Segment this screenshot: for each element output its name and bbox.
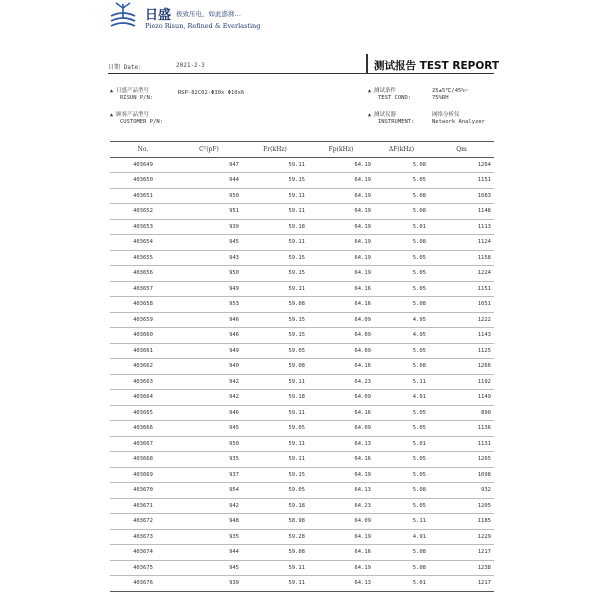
cell-no: 403674 <box>110 545 176 561</box>
cell-delta-f: 5.01 <box>374 436 429 452</box>
cell-qm: 1238 <box>429 560 494 576</box>
cell-qm: 1185 <box>429 514 494 530</box>
triangle-bullet-icon: ▲ <box>110 88 114 94</box>
cell-fr: 59.11 <box>242 436 308 452</box>
test-results-table <box>110 141 494 592</box>
col-header-fr: Fr(kHz) <box>242 142 308 158</box>
cell-fr: 59.05 <box>242 483 308 499</box>
cell-no: 403668 <box>110 452 176 468</box>
cell-fr: 59.28 <box>242 529 308 545</box>
cell-fr: 59.11 <box>242 281 308 297</box>
cell-qm: 1113 <box>429 219 494 235</box>
cell-qm: 932 <box>429 483 494 499</box>
test-cond-label-en: TEST COND: <box>378 95 412 101</box>
cell-capacitance: 945 <box>176 235 242 251</box>
cell-fr: 59.05 <box>242 343 308 359</box>
table-body <box>110 157 494 591</box>
cell-capacitance: 944 <box>176 545 242 561</box>
cell-fp: 64.13 <box>308 436 374 452</box>
cell-no: 403670 <box>110 483 176 499</box>
cell-capacitance: 935 <box>176 529 242 545</box>
cell-fp: 64.09 <box>308 421 374 437</box>
table-row <box>110 281 494 297</box>
col-header-delta-f: ΔF(kHz) <box>374 142 429 158</box>
cell-fp: 64.13 <box>308 576 374 592</box>
triangle-bullet-icon: ▲ <box>368 112 372 118</box>
cell-fr: 59.15 <box>242 328 308 344</box>
cell-qm: 1205 <box>429 498 494 514</box>
test-cond-value-1: 25±5℃/45%~ <box>432 88 468 94</box>
cell-no: 403652 <box>110 204 176 220</box>
cell-capacitance: 946 <box>176 312 242 328</box>
cell-fr: 59.15 <box>242 173 308 189</box>
instrument-label-en: INSTRUMENT: <box>378 119 415 125</box>
table-row <box>110 390 494 406</box>
cell-no: 403656 <box>110 266 176 282</box>
cell-qm: 1149 <box>429 390 494 406</box>
cell-fp: 64.19 <box>308 250 374 266</box>
cell-fp: 64.23 <box>308 498 374 514</box>
cell-delta-f: 5.05 <box>374 421 429 437</box>
cell-fp: 64.23 <box>308 374 374 390</box>
cell-delta-f: 5.05 <box>374 405 429 421</box>
cell-capacitance: 950 <box>176 188 242 204</box>
cell-capacitance: 949 <box>176 281 242 297</box>
cell-delta-f: 5.05 <box>374 173 429 189</box>
table-row <box>110 188 494 204</box>
cell-fr: 59.05 <box>242 421 308 437</box>
test-cond-block <box>368 88 468 102</box>
cell-no: 403658 <box>110 297 176 313</box>
table-row <box>110 545 494 561</box>
date-value: 2021-2-3 <box>176 62 205 69</box>
date-line <box>108 62 205 71</box>
cell-qm: 1158 <box>429 250 494 266</box>
table-row <box>110 467 494 483</box>
table-row <box>110 219 494 235</box>
cell-capacitance: 944 <box>176 173 242 189</box>
cell-fp: 64.16 <box>308 281 374 297</box>
risun-pn-value: RSP-82C02-Φ30x Φ10x6 <box>178 90 245 96</box>
cell-delta-f: 5.05 <box>374 498 429 514</box>
cell-delta-f: 4.95 <box>374 328 429 344</box>
instrument-value-1: 网络分析仪 <box>432 112 460 118</box>
risun-pn-block <box>110 88 245 102</box>
cell-qm: 1151 <box>429 281 494 297</box>
table-row <box>110 436 494 452</box>
table-row <box>110 157 494 173</box>
cell-capacitance: 940 <box>176 359 242 375</box>
cell-qm: 1125 <box>429 343 494 359</box>
cell-no: 403673 <box>110 529 176 545</box>
cell-qm: 1229 <box>429 529 494 545</box>
table-row <box>110 483 494 499</box>
cell-fp: 64.19 <box>308 188 374 204</box>
cell-fp: 64.16 <box>308 359 374 375</box>
table-row <box>110 421 494 437</box>
cell-no: 403676 <box>110 576 176 592</box>
cell-delta-f: 5.08 <box>374 560 429 576</box>
brand-slogan: 极致压电，如此澎湃… <box>176 10 241 18</box>
customer-pn-label-cn: 顾客产品型号 <box>116 112 150 118</box>
table-row <box>110 452 494 468</box>
cell-qm: 1222 <box>429 312 494 328</box>
cell-fp: 64.19 <box>308 204 374 220</box>
cell-no: 403660 <box>110 328 176 344</box>
col-header-capacitance: Cᵀ(pF) <box>176 142 242 158</box>
cell-no: 403669 <box>110 467 176 483</box>
cell-delta-f: 5.08 <box>374 188 429 204</box>
risun-pn-label-cn: 日盛产品型号 <box>116 88 150 94</box>
table-row <box>110 514 494 530</box>
cell-delta-f: 5.08 <box>374 359 429 375</box>
table-row <box>110 343 494 359</box>
cell-fr: 59.11 <box>242 576 308 592</box>
cell-no: 403675 <box>110 560 176 576</box>
cell-fp: 64.09 <box>308 514 374 530</box>
cell-qm: 1264 <box>429 157 494 173</box>
cell-capacitance: 942 <box>176 390 242 406</box>
cell-fp: 64.19 <box>308 467 374 483</box>
cell-no: 403657 <box>110 281 176 297</box>
cell-qm: 1217 <box>429 545 494 561</box>
cell-no: 403662 <box>110 359 176 375</box>
table-header-row <box>110 142 494 158</box>
cell-delta-f: 5.05 <box>374 266 429 282</box>
cell-delta-f: 5.08 <box>374 235 429 251</box>
cell-delta-f: 5.05 <box>374 343 429 359</box>
test-cond-value-2: 75%RH <box>432 95 449 101</box>
cell-no: 403666 <box>110 421 176 437</box>
cell-no: 403650 <box>110 173 176 189</box>
cell-fp: 64.19 <box>308 173 374 189</box>
cell-fr: 59.18 <box>242 219 308 235</box>
cell-delta-f: 5.05 <box>374 281 429 297</box>
cell-qm: 1265 <box>429 452 494 468</box>
triangle-bullet-icon: ▲ <box>110 112 114 118</box>
cell-fp: 64.09 <box>308 343 374 359</box>
cell-fr: 59.15 <box>242 250 308 266</box>
cell-delta-f: 5.08 <box>374 204 429 220</box>
table-row <box>110 576 494 592</box>
cell-fr: 59.18 <box>242 390 308 406</box>
cell-qm: 1224 <box>429 266 494 282</box>
cell-delta-f: 5.08 <box>374 483 429 499</box>
cell-capacitance: 953 <box>176 297 242 313</box>
cell-fr: 59.11 <box>242 188 308 204</box>
cell-qm: 1124 <box>429 235 494 251</box>
cell-fr: 59.08 <box>242 545 308 561</box>
cell-no: 403664 <box>110 390 176 406</box>
cell-capacitance: 942 <box>176 374 242 390</box>
cell-fr: 59.15 <box>242 312 308 328</box>
table-row <box>110 328 494 344</box>
cell-fp: 64.16 <box>308 545 374 561</box>
cell-fr: 59.08 <box>242 297 308 313</box>
cell-fr: 59.15 <box>242 467 308 483</box>
date-label: 日期 Date: <box>108 64 142 71</box>
cell-capacitance: 950 <box>176 436 242 452</box>
cell-capacitance: 945 <box>176 560 242 576</box>
cell-no: 403659 <box>110 312 176 328</box>
cell-delta-f: 5.08 <box>374 297 429 313</box>
cell-delta-f: 5.01 <box>374 576 429 592</box>
table-row <box>110 297 494 313</box>
cell-no: 403655 <box>110 250 176 266</box>
cell-fr: 59.11 <box>242 452 308 468</box>
table-row <box>110 560 494 576</box>
header-rule <box>108 73 494 74</box>
cell-delta-f: 4.91 <box>374 529 429 545</box>
table-row <box>110 529 494 545</box>
customer-pn-block <box>110 112 163 126</box>
table-row <box>110 498 494 514</box>
cell-delta-f: 4.95 <box>374 312 429 328</box>
table-row <box>110 235 494 251</box>
cell-fr: 58.98 <box>242 514 308 530</box>
cell-qm: 1098 <box>429 467 494 483</box>
cell-fr: 59.11 <box>242 204 308 220</box>
cell-qm: 1136 <box>429 421 494 437</box>
cell-qm: 1083 <box>429 188 494 204</box>
cell-delta-f: 5.05 <box>374 452 429 468</box>
cell-qm: 1148 <box>429 204 494 220</box>
cell-fr: 59.11 <box>242 405 308 421</box>
cell-capacitance: 950 <box>176 266 242 282</box>
cell-fp: 64.13 <box>308 483 374 499</box>
cell-capacitance: 949 <box>176 343 242 359</box>
table-row <box>110 204 494 220</box>
cell-no: 403672 <box>110 514 176 530</box>
cell-capacitance: 951 <box>176 204 242 220</box>
cell-qm: 1131 <box>429 436 494 452</box>
cell-delta-f: 5.08 <box>374 157 429 173</box>
cell-fr: 59.08 <box>242 359 308 375</box>
cell-delta-f: 5.05 <box>374 467 429 483</box>
cell-qm: 890 <box>429 405 494 421</box>
cell-capacitance: 954 <box>176 483 242 499</box>
cell-fr: 59.11 <box>242 560 308 576</box>
cell-fp: 64.19 <box>308 560 374 576</box>
cell-no: 403649 <box>110 157 176 173</box>
cell-fr: 59.11 <box>242 235 308 251</box>
report-title: 测试报告 TEST REPORT <box>374 60 500 72</box>
cell-capacitance: 942 <box>176 498 242 514</box>
cell-fr: 59.11 <box>242 374 308 390</box>
cell-no: 403654 <box>110 235 176 251</box>
cell-delta-f: 5.01 <box>374 219 429 235</box>
cell-delta-f: 5.05 <box>374 250 429 266</box>
cell-capacitance: 946 <box>176 328 242 344</box>
cell-fp: 64.16 <box>308 297 374 313</box>
cell-qm: 1217 <box>429 576 494 592</box>
cell-no: 403671 <box>110 498 176 514</box>
letterhead <box>108 0 498 40</box>
cell-qm: 1266 <box>429 359 494 375</box>
cell-delta-f: 5.08 <box>374 545 429 561</box>
table-row <box>110 405 494 421</box>
risun-pn-label-en: RISUN P/N: <box>120 95 154 101</box>
cell-no: 403663 <box>110 374 176 390</box>
instrument-block <box>368 112 485 126</box>
cell-qm: 1051 <box>429 297 494 313</box>
cell-qm: 1192 <box>429 374 494 390</box>
cell-no: 403667 <box>110 436 176 452</box>
instrument-value-2: Network Analyzer <box>432 119 485 125</box>
cell-capacitance: 947 <box>176 157 242 173</box>
cell-fr: 59.15 <box>242 266 308 282</box>
customer-pn-label-en: CUSTOMER P/N: <box>120 119 164 125</box>
cell-delta-f: 4.91 <box>374 390 429 406</box>
col-header-qm: Qm <box>429 142 494 158</box>
cell-capacitance: 945 <box>176 421 242 437</box>
cell-delta-f: 5.11 <box>374 514 429 530</box>
risun-logo-icon <box>108 2 138 30</box>
cell-no: 403665 <box>110 405 176 421</box>
cell-fp: 64.19 <box>308 219 374 235</box>
triangle-bullet-icon: ▲ <box>368 88 372 94</box>
cell-fp: 64.19 <box>308 157 374 173</box>
table-row <box>110 312 494 328</box>
brand-tagline: Piezo Risun, Refined & Everlasting <box>145 22 261 30</box>
table-row <box>110 374 494 390</box>
col-header-no: No. <box>110 142 176 158</box>
cell-fp: 64.09 <box>308 390 374 406</box>
cell-fp: 64.19 <box>308 529 374 545</box>
test-cond-label-cn: 测试条件 <box>374 88 397 94</box>
cell-capacitance: 943 <box>176 250 242 266</box>
cell-capacitance: 948 <box>176 514 242 530</box>
cell-delta-f: 5.11 <box>374 374 429 390</box>
cell-fr: 59.11 <box>242 157 308 173</box>
cell-fp: 64.09 <box>308 328 374 344</box>
table-row <box>110 173 494 189</box>
cell-fp: 64.16 <box>308 405 374 421</box>
instrument-label-cn: 测试仪器 <box>374 112 397 118</box>
cell-qm: 1151 <box>429 173 494 189</box>
cell-capacitance: 939 <box>176 576 242 592</box>
table-row <box>110 359 494 375</box>
cell-fr: 59.18 <box>242 498 308 514</box>
cell-capacitance: 935 <box>176 452 242 468</box>
cell-no: 403661 <box>110 343 176 359</box>
col-header-fp: Fp(kHz) <box>308 142 374 158</box>
cell-fp: 64.19 <box>308 266 374 282</box>
table-row <box>110 266 494 282</box>
cell-capacitance: 946 <box>176 405 242 421</box>
cell-no: 403653 <box>110 219 176 235</box>
cell-qm: 1143 <box>429 328 494 344</box>
cell-capacitance: 939 <box>176 219 242 235</box>
cell-fp: 64.16 <box>308 452 374 468</box>
cell-capacitance: 937 <box>176 467 242 483</box>
cell-fp: 64.09 <box>308 312 374 328</box>
cell-fp: 64.19 <box>308 235 374 251</box>
brand-name: 日盛 <box>145 8 172 23</box>
cell-no: 403651 <box>110 188 176 204</box>
table-row <box>110 250 494 266</box>
